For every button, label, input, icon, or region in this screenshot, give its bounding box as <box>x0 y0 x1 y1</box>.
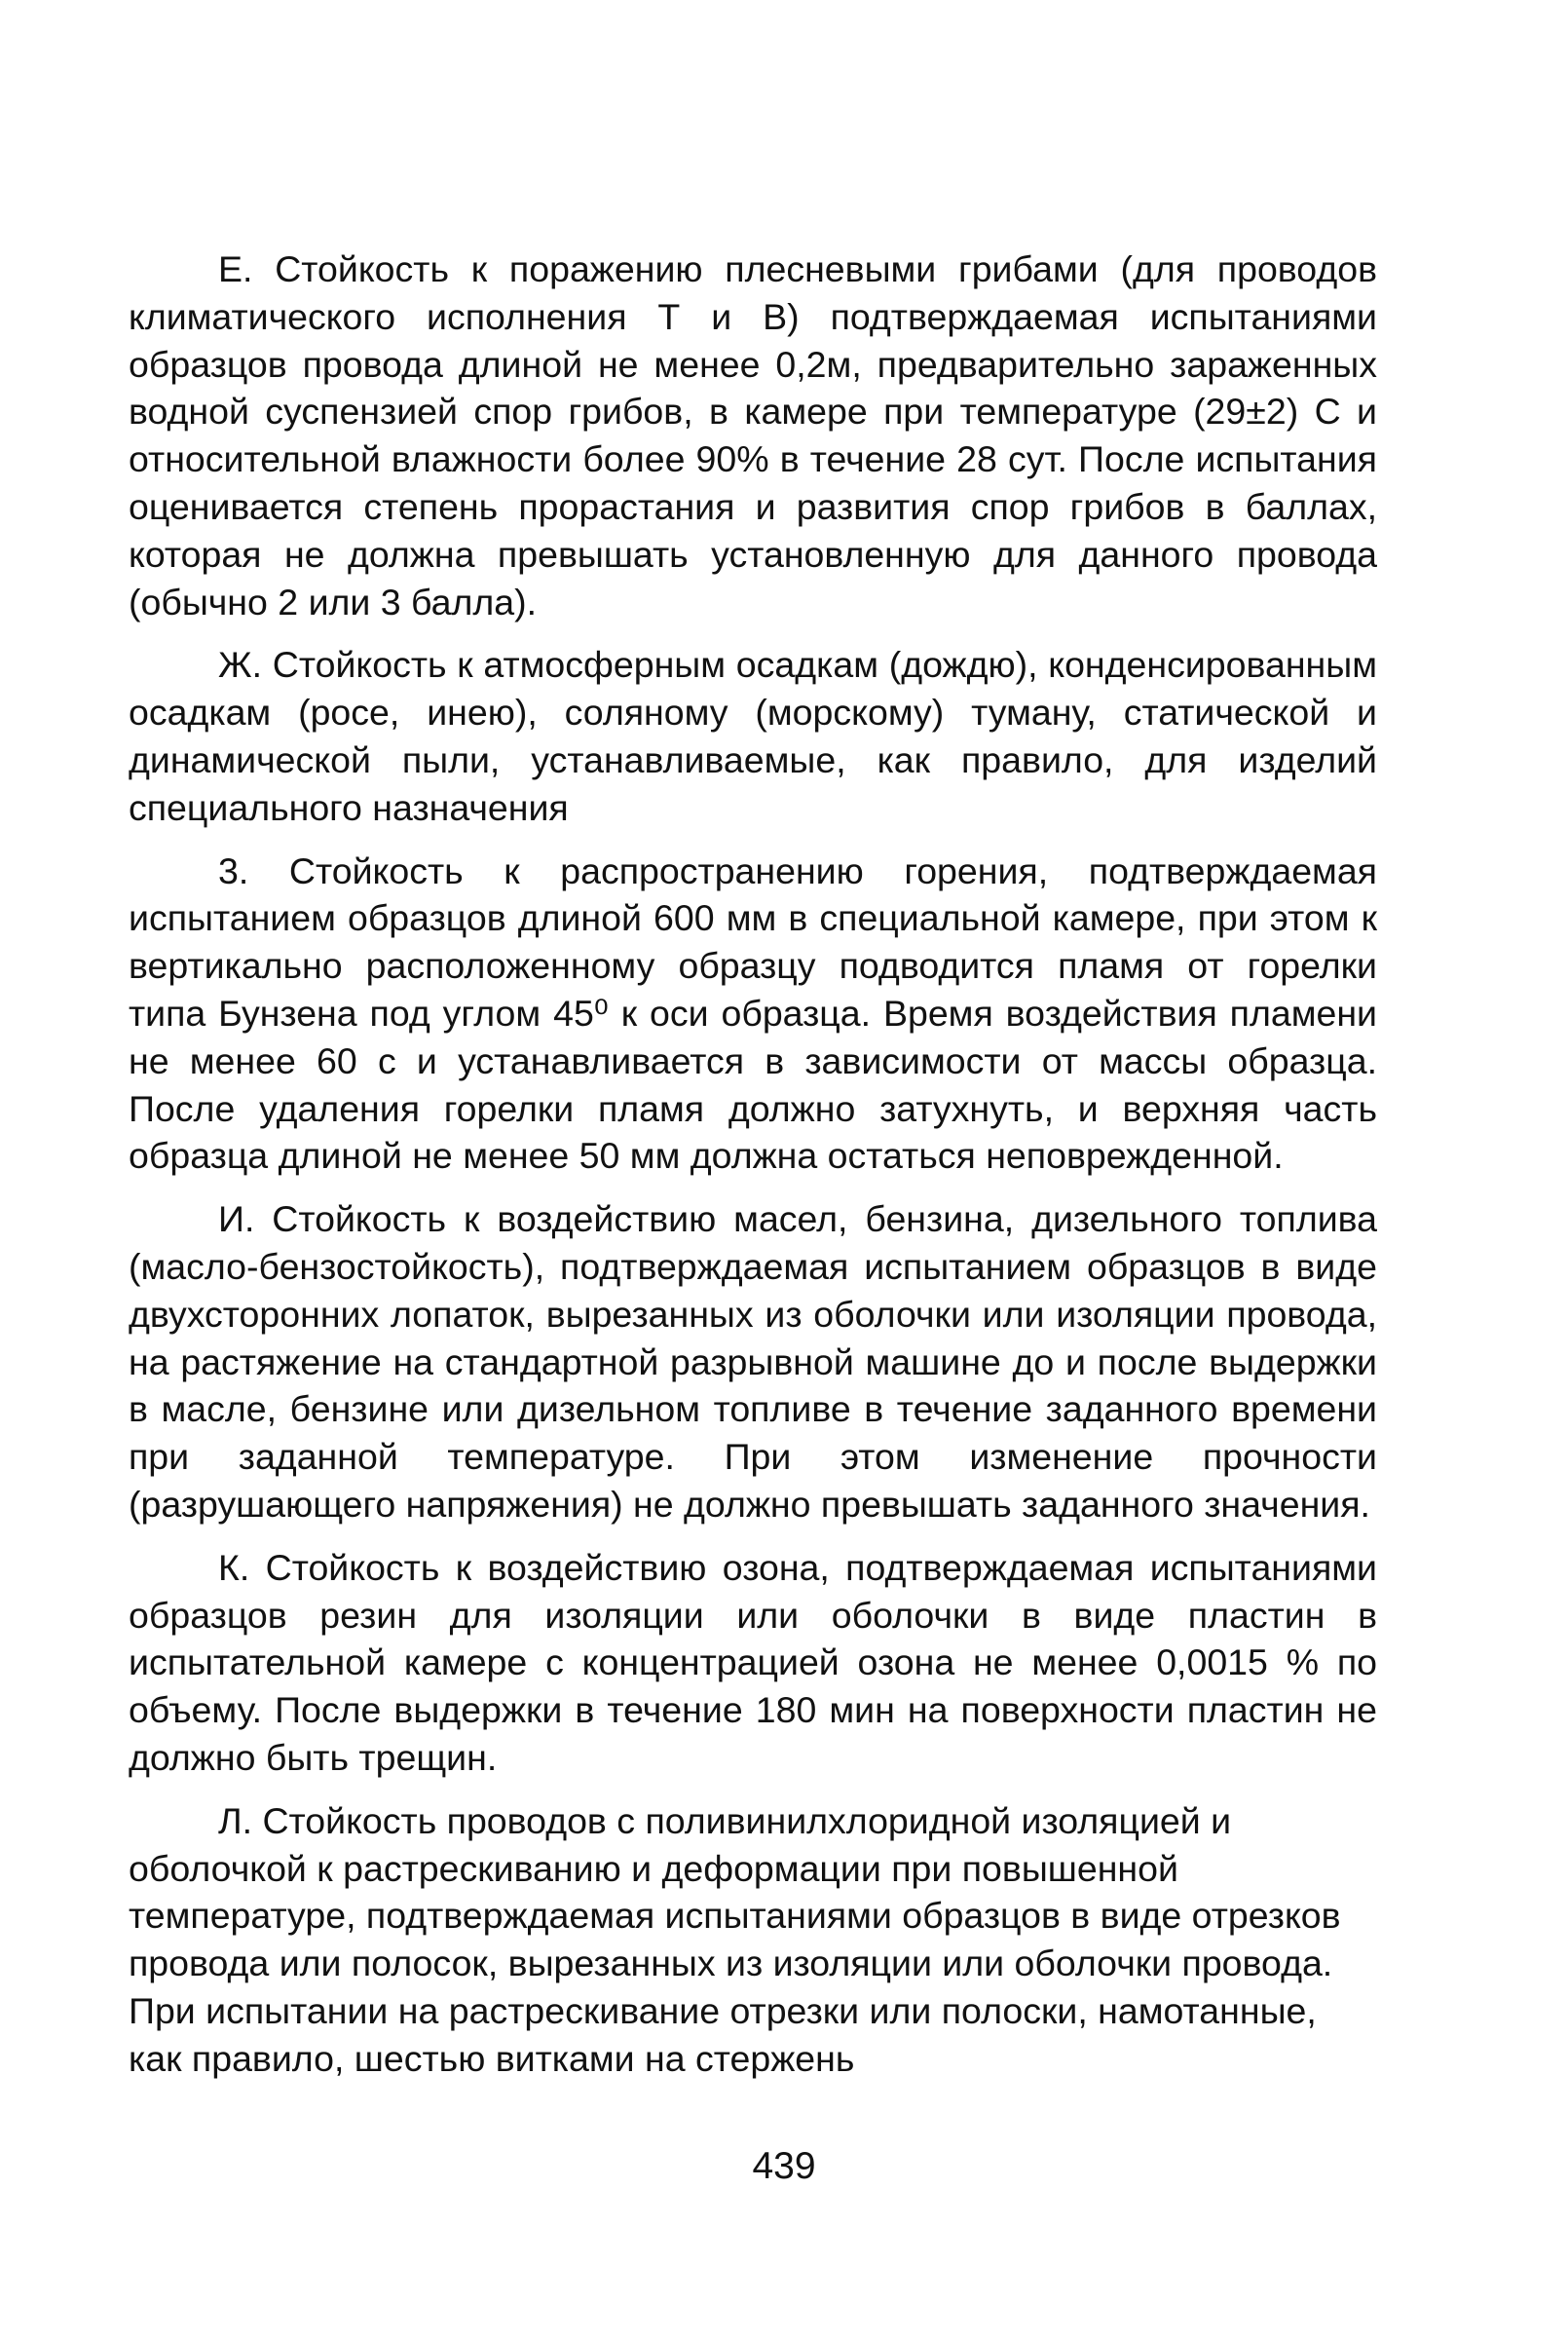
body-text <box>129 245 1377 2097</box>
paragraph-z-flame-propagation: 3. Стойкость к распространению горения, подтверждаемая испытанием образцов длиной 600 мм в специальной камере, при этом к вертикально расположенному образцу подводится пламя от горелки типа Бунзена под углом 45⁰ к оси образца. Время воздействия пламени не менее 60 с и устанавливается в зависимости от массы образца. После удаления горелки пламя должно затухнуть, и верхняя часть образца длиной не менее 50 мм должна остаться неповрежденной. <box>129 849 1377 1177</box>
page-number: 439 <box>752 2145 816 2187</box>
paragraph-zh-atmospheric-resistance: Ж. Стойкость к атмосферным осадкам (дождю), конденсированным осадкам (росе, инею), соляному (морскому) туману, статической и динамической пыли, устанавливаемые, как правило, для изделий специального назначения <box>129 644 1377 828</box>
paragraph-i-oil-fuel-resistance: И. Стойкость к воздействию масел, бензина, дизельного топлива (масло-бензостойкость), подтверждаемая испытанием образцов в виде двухсторонних лопаток, вырезанных из оболочки или изоляции провода, на растяжение на стандартной разрывной машине до и после выдержки в масле, бензине или дизельном топливе в течение заданного времени при заданной температуре. При этом изменение прочности (разрушающего напряжения) не должно превышать заданного значения. <box>129 1198 1377 1525</box>
paragraph-k-ozone-resistance: К. Стойкость к воздействию озона, подтверждаемая испытаниями образцов резин для изоляции или оболочки в виде пластин в испытательной камере с концентрацией озона не менее 0,0015 % по объему. После выдержки в течение 180 мин на поверхности пластин не должно быть трещин. <box>129 1546 1377 1778</box>
paragraph-e-mold-resistance: Е. Стойкость к поражению плесневыми грибами (для проводов климатического исполнения Т и В) подтверждаемая испытаниями образцов провода длиной не менее 0,2м, предварительно зараженных водной суспензией спор грибов, в камере при температуре (29±2) С и относительной влажности более 90% в течение 28 сут. После испытания оценивается степень прорастания и развития спор грибов в баллах, которая не должна превышать установленную для данного провода (обычно 2 или 3 балла). <box>129 248 1377 622</box>
paragraph-l-pvc-cracking: Л. Стойкость проводов с поливинилхлоридной изоляцией и оболочкой к растрескиванию и деформации при повышенной температуре, подтверждаемая испытаниями образцов в виде отрезков провода или полосок, вырезанных из изоляции или оболочки провода. При испытании на растрескивание отрезки или полоски, намотанные, как правило, шестью витками на стержень <box>129 1799 1341 2079</box>
